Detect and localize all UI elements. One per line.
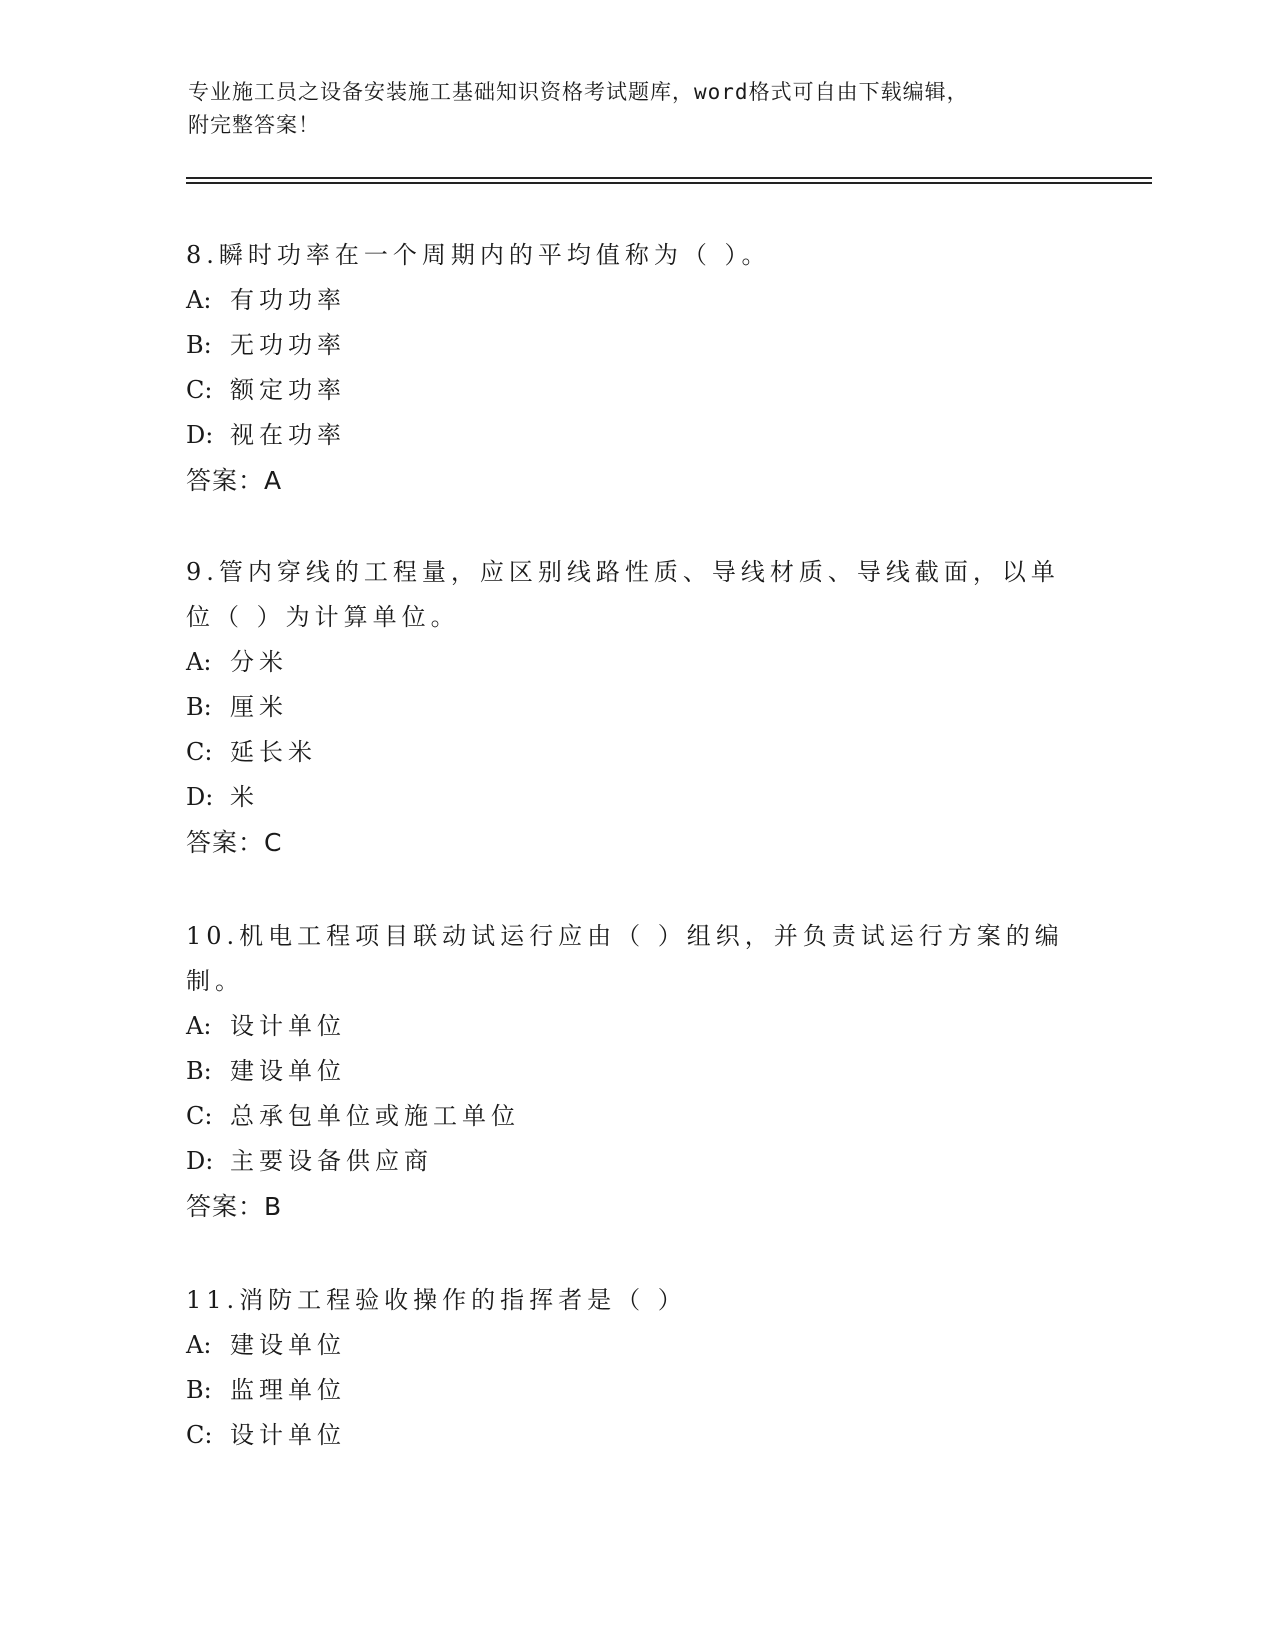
option-c [186,1413,1066,1458]
option-text: 分米 [230,648,288,676]
option-a [186,640,1066,685]
option-a [186,1323,1066,1368]
question-stem-line-2: 制。 [186,967,244,995]
option-text: 监理单位 [230,1376,346,1404]
option-c [186,730,1066,775]
header-divider-top [186,177,1152,179]
option-c [186,1094,1066,1139]
answer-line: 答案：B [186,1192,283,1221]
option-label: B: [186,693,212,721]
option-label: B: [186,1057,212,1085]
option-b [186,323,1066,368]
header-divider-bottom [186,182,1152,184]
option-text: 米 [230,783,259,811]
answer-line: 答案：C [186,828,283,857]
question-10 [186,914,1066,1229]
option-label: A: [186,1012,212,1040]
question-stem: 8.瞬时功率在一个周期内的平均值称为（ ）。 [186,241,771,269]
option-c [186,368,1066,413]
option-text: 厘米 [230,693,288,721]
option-label: A: [186,1331,212,1359]
option-label: C: [186,1421,213,1449]
option-a [186,278,1066,323]
option-label: A: [186,648,212,676]
option-label: C: [186,738,213,766]
option-text: 设计单位 [230,1012,346,1040]
question-11 [186,1278,1066,1458]
option-d [186,1139,1066,1184]
option-label: A: [186,286,212,314]
question-stem: 11.消防工程验收操作的指挥者是（ ） [186,1286,687,1314]
question-8 [186,233,1066,503]
option-label: D: [186,421,214,449]
option-text: 延长米 [230,738,317,766]
option-a [186,1004,1066,1049]
option-label: B: [186,1376,212,1404]
option-label: B: [186,331,212,359]
option-text: 有功功率 [230,286,346,314]
option-label: D: [186,783,214,811]
option-d [186,775,1066,820]
question-stem-line-1: 10.机电工程项目联动试运行应由（ ）组织，并负责试运行方案的编 [186,922,1064,950]
option-b [186,1368,1066,1413]
option-label: C: [186,1102,213,1130]
answer-line: 答案：A [186,466,283,495]
header-line-1: 专业施工员之设备安装施工基础知识资格考试题库，word格式可自由下载编辑， [188,80,969,104]
option-b [186,1049,1066,1094]
option-b [186,685,1066,730]
question-stem-line-1: 9.管内穿线的工程量，应区别线路性质、导线材质、导线截面，以单 [186,558,1060,586]
option-text: 总承包单位或施工单位 [230,1102,520,1130]
option-text: 设计单位 [230,1421,346,1449]
document-header [188,76,1068,142]
option-label: D: [186,1147,214,1175]
option-label: C: [186,376,213,404]
option-d [186,413,1066,458]
option-text: 建设单位 [230,1331,346,1359]
question-stem-line-2: 位（ ）为计算单位。 [186,603,460,631]
option-text: 无功功率 [230,331,346,359]
option-text: 主要设备供应商 [230,1147,433,1175]
header-line-2: 附完整答案！ [188,113,320,137]
option-text: 视在功率 [230,421,346,449]
option-text: 建设单位 [230,1057,346,1085]
option-text: 额定功率 [230,376,346,404]
question-9 [186,550,1066,865]
